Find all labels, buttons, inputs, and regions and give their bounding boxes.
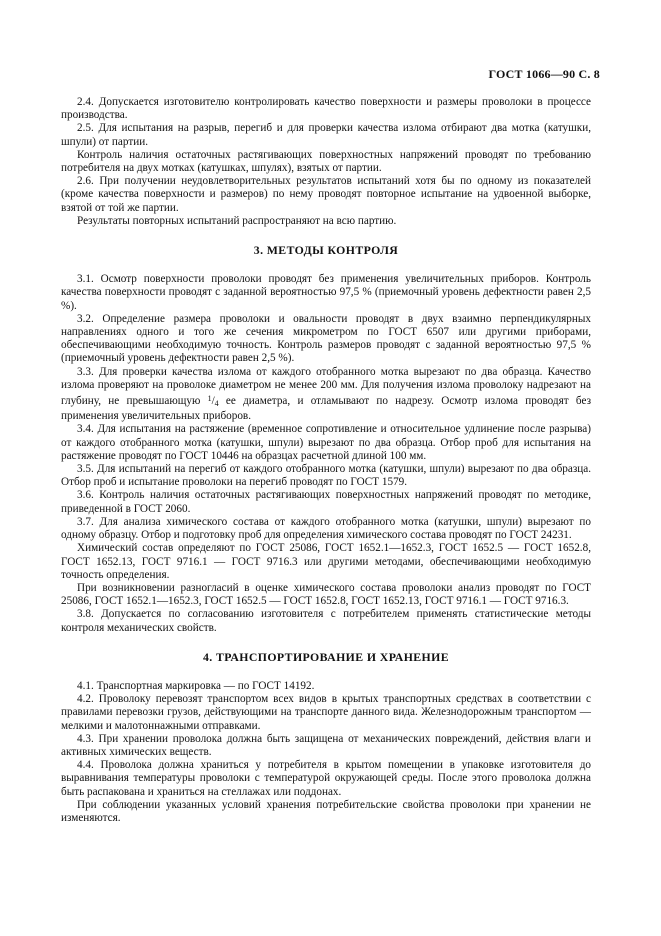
- paragraph-3-3-part-a: 3.3. Для проверки качества излома от каждого отобранного мотка вырезают по два образца. Качество излома проверяют на проволоке диаметром не менее 200 мм. Для получения излома проволоку надрезают на глубину, не превышающую: [61, 365, 591, 408]
- paragraph-4-2: 4.2. Проволоку перевозят транспортом всех видов в крытых транспортных средствах в соответствии с правилами перевозки грузов, действующими на транспорте данного вида. Железнодорожным транспортом — мелкими и малотоннажными отправками.: [61, 693, 591, 732]
- paragraph-3-1: 3.1. Осмотр поверхности проволоки проводят без применения увеличительных приборов. Контроль качества поверхности проводят с заданной вероятностью 97,5 % (приемочный уровень дефектности равен 2,5 %).: [61, 273, 591, 312]
- page-content: [61, 96, 591, 825]
- paragraph-4-1: 4.1. Транспортная маркировка — по ГОСТ 14192.: [77, 679, 315, 692]
- paragraph-2-5: 2.5. Для испытания на разрыв, перегиб и для проверки качества излома отбирают два мотка (катушки, шпули) от партии.: [61, 122, 591, 148]
- section-3-heading: 3. МЕТОДЫ КОНТРОЛЯ: [253, 243, 399, 258]
- paragraph-3-3-part-b: ее диаметра, и отламывают по надрезу. Осмотр излома проводят без применения увеличительных приборов.: [61, 395, 591, 423]
- page-header: ГОСТ 1066—90 С. 8: [488, 67, 600, 81]
- fraction-numerator: 1: [207, 394, 212, 404]
- paragraph-3-7-chemical: Химический состав определяют по ГОСТ 25086, ГОСТ 1652.1—1652.3, ГОСТ 1652.5 — ГОСТ 1652.8, ГОСТ 1652.13, ГОСТ 9716.1 — ГОСТ 9716.3 или другими методами, обеспечивающими необходимую точность определения.: [61, 542, 591, 581]
- paragraph-2-4: 2.4. Допускается изготовителю контролировать качество поверхности и размеры проволоки в процессе производства.: [61, 96, 591, 122]
- paragraph-2-5-control: Контроль наличия остаточных растягивающих поверхностных напряжений проводят по требованию потребителя на двух мотках (катушках, шпулях), взятых от партии.: [61, 148, 591, 175]
- paragraph-4-storage: При соблюдении указанных условий хранения потребительские свойства проволоки при хранении не изменяются.: [61, 798, 591, 824]
- paragraph-3-6: 3.6. Контроль наличия остаточных растягивающих поверхностных напряжений проводят по методике, приведенной в ГОСТ 2060.: [61, 489, 591, 515]
- paragraph-2-6-results: Результаты повторных испытаний распространяют на всю партию.: [77, 214, 397, 227]
- paragraph-3-4: 3.4. Для испытания на растяжение (временное сопротивление и относительное удлинение после разрыва) от каждого отобранного мотка (катушки, шпули) вырезают по два образца. Отбор проб для испытания на растяжение проводят по ГОСТ 10446 на образцах расчетной длиной 100 мм.: [61, 423, 591, 462]
- section-4-heading: 4. ТРАНСПОРТИРОВАНИЕ И ХРАНЕНИЕ: [203, 649, 449, 664]
- paragraph-3-7-disputes: При возникновении разногласий в оценке химического состава проволоки анализ проводят по ГОСТ 25086, ГОСТ 1652.1—1652.3, ГОСТ 1652.5 — ГОСТ 1652.8, ГОСТ 1652.13, ГОСТ 9716.1 — ГОСТ 9716.3.: [61, 581, 591, 608]
- paragraph-3-8: 3.8. Допускается по согласованию изготовителя с потребителем применять статистические методы контроля механических свойств.: [61, 608, 591, 634]
- paragraph-4-4: 4.4. Проволока должна храниться у потребителя в крытом помещении в упаковке изготовителя до выравнивания температуры проволоки с температурой окружающей среды. После этого проволока должна быть распакована и храниться на стеллажах или поддонах.: [61, 759, 591, 798]
- paragraph-3-5: 3.5. Для испытаний на перегиб от каждого отобранного мотка (катушки, шпули) вырезают по два образца. Отбор проб и испытание проволоки на перегиб проводят по ГОСТ 1579.: [61, 463, 591, 489]
- paragraph-4-3: 4.3. При хранении проволока должна быть защищена от механических повреждений, действия влаги и активных химических веществ.: [61, 732, 591, 758]
- fraction-denominator: 4: [214, 399, 219, 409]
- paragraph-3-2: 3.2. Определение размера проволоки и овальности проводят в двух взаимно перпендикулярных направлениях одного и того же сечения микрометром по ГОСТ 6507 или другими приборами, обеспечивающими необходимую точность. Контроль размеров проводят с заданной вероятностью 97,5 % (приемочный уровень дефектности равен 2,5 %).: [61, 312, 591, 365]
- paragraph-3-3: 3.3. Для проверки качества излома от каждого отобранного мотка вырезают по два образца. Качество излома проверяют на проволоке диаметром не менее 200 мм. Для получения излома проволоку надрезают на глубину, не превышающую $^1$/4 ее диаметра, и отламывают по надрезу. Осмотр излома проводят без применения увеличительных приборов.: [61, 365, 591, 423]
- paragraph-3-7: 3.7. Для анализа химического состава от каждого отобранного мотка (катушки, шпули) вырезают по одному образцу. Отбор и подготовку проб для определения химического состава проводят по ГОСТ 24231.: [61, 515, 591, 542]
- paragraph-2-6: 2.6. При получении неудовлетворительных результатов испытаний хотя бы по одному из показателей (кроме качества поверхности и размеров) по нему проводят повторное испытание на удвоенной выборке, взятой от той же партии.: [61, 175, 591, 214]
